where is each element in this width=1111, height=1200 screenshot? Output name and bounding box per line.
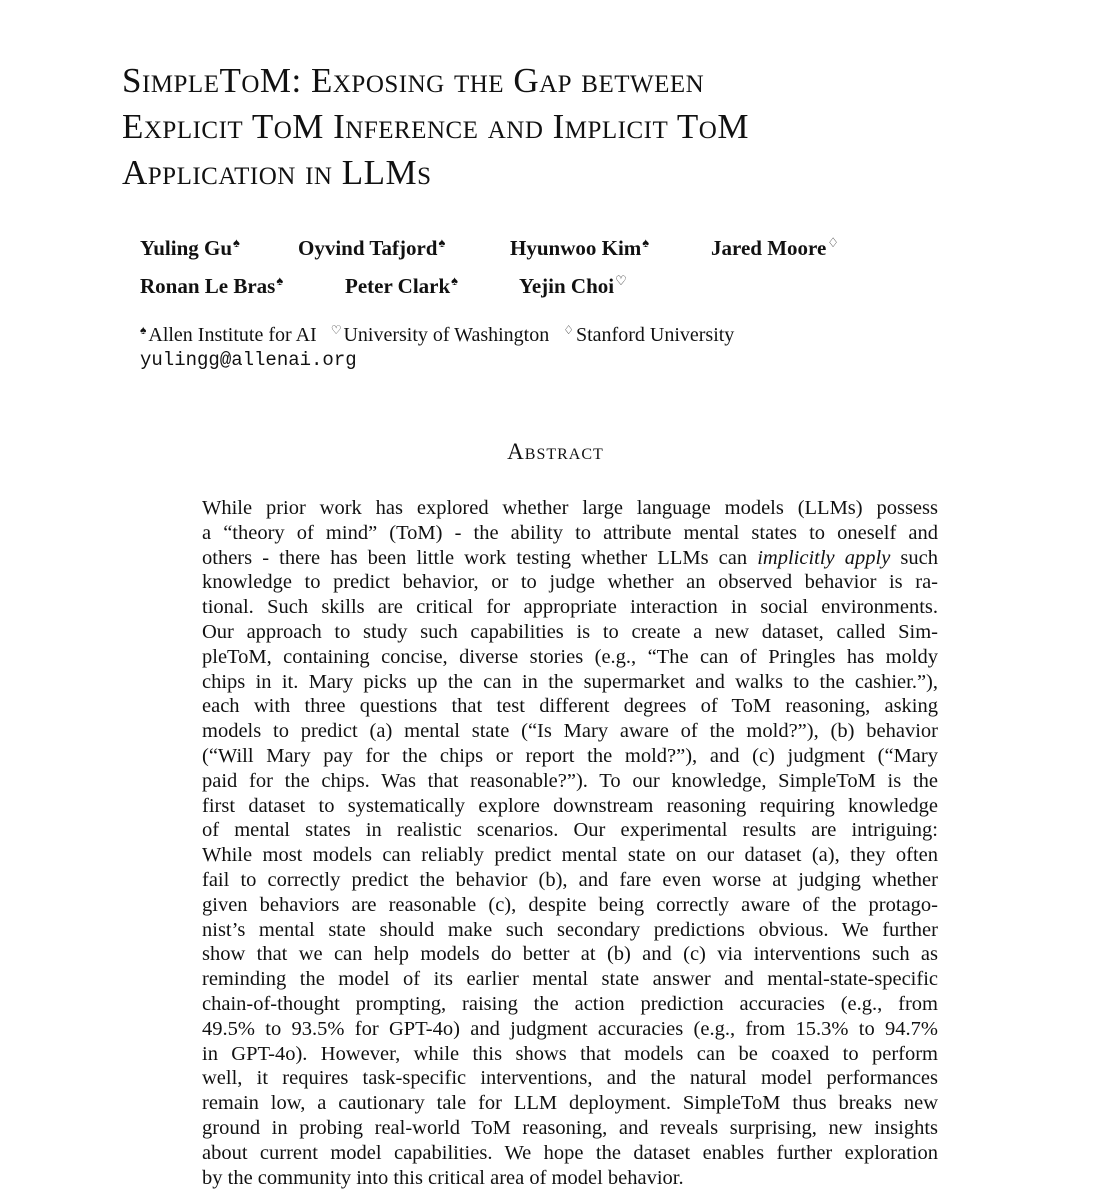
diamond-icon: ♢: [827, 235, 839, 250]
abstract-line: by the community into this critical area of model behavior.: [202, 1166, 684, 1189]
paper-title: [122, 58, 1022, 196]
abstract-line: well, it requires task-specific interventions, and the natural model performances: [202, 1067, 938, 1090]
abstract-line: knowledge to predict behavior, or to judge whether an observed behavior is ra-: [202, 571, 938, 594]
abstract-line: (“Will Mary pay for the chips or report the mold?”), and (c) judgment (“Mary: [202, 744, 938, 767]
abstract-line: tional. Such skills are critical for appropriate interaction in social environments.: [202, 596, 938, 619]
abstract-line: chips in it. Mary picks up the can in the supermarket and walks to the cashier.”),: [202, 670, 938, 693]
abstract-line: models to predict (a) mental state (“Is Mary aware of the mold?”), (b) behavior: [202, 720, 938, 743]
abstract-line: each with three questions that test different degrees of ToM reasoning, asking: [202, 695, 938, 718]
abstract-line: pleToM, containing concise, diverse stories (e.g., “The can of Pringles has moldy: [202, 645, 938, 668]
author-yejin-choi: Yejin Choi♡: [519, 273, 627, 298]
abstract-line: fail to correctly predict the behavior (b), and fare even worse at judging whether: [202, 868, 938, 891]
spade-icon: ♠: [451, 273, 459, 288]
abstract-line: ground in probing real-world ToM reasoning, and reveals surprising, new insights: [202, 1116, 938, 1139]
diamond-icon: ♢: [563, 323, 574, 337]
abstract-line: first dataset to systematically explore downstream reasoning requiring knowledge: [202, 794, 938, 817]
affiliations: [140, 323, 734, 347]
affiliation-university-of-washington: University of Washington: [343, 324, 550, 346]
author-ronan-le-bras: Ronan Le Bras♠: [140, 273, 284, 298]
abstract-line: While most models can reliably predict mental state on our dataset (a), they often: [202, 844, 938, 867]
spade-icon: ♠: [642, 235, 650, 250]
spade-icon: ♠: [438, 235, 446, 250]
heart-icon: ♡: [330, 323, 342, 337]
spade-icon: ♠: [276, 273, 284, 288]
abstract-body: [202, 496, 938, 1190]
abstract-heading: Abstract: [507, 439, 604, 464]
abstract-line: 49.5% to 93.5% for GPT-4o) and judgment accuracies (e.g., from 15.3% to 94.7%: [202, 1017, 938, 1040]
author-jared-moore: Jared Moore♢: [711, 235, 839, 260]
abstract-line: reminding the model of its earlier mental state answer and mental-state-specific: [202, 968, 938, 991]
abstract-line: While prior work has explored whether large language models (LLMs) possess: [202, 497, 938, 519]
affiliation-stanford: Stanford University: [576, 324, 735, 346]
spade-icon: ♠: [233, 235, 240, 250]
abstract-line: a “theory of mind” (ToM) - the ability to attribute mental states to oneself and: [202, 521, 938, 544]
title-line-3: Application in LLMs: [122, 153, 432, 192]
abstract-line: paid for the chips. Was that reasonable?”). To our knowledge, SimpleToM is the: [202, 769, 938, 792]
abstract-line: nist’s mental state should make such secondary predictions obvious. We further: [202, 918, 938, 941]
emphasis-implicitly-apply: implicitly apply: [757, 546, 891, 569]
affiliation-allen-institute: Allen Institute for AI: [148, 324, 317, 346]
title-line-1: SimpleToM: Exposing the Gap between: [122, 61, 705, 100]
abstract-line: others - there has been little work testing whether LLMs can implicitly apply such: [202, 546, 938, 569]
author-hyunwoo-kim: Hyunwoo Kim♠: [510, 235, 650, 260]
spade-icon: ♠: [140, 323, 147, 337]
author-peter-clark: Peter Clark♠: [345, 273, 459, 298]
author-oyvind-tafjord: Oyvind Tafjord♠: [298, 235, 446, 260]
abstract-line: Our approach to study such capabilities is to create a new dataset, called Sim-: [202, 620, 938, 643]
abstract-line: in GPT-4o). However, while this shows that models can be coaxed to perform: [202, 1042, 938, 1065]
heart-icon: ♡: [615, 273, 627, 288]
abstract-line: about current model capabilities. We hope the dataset enables further exploration: [202, 1141, 938, 1164]
author-yuling-gu: Yuling Gu♠: [140, 235, 240, 260]
abstract-line: remain low, a cautionary tale for LLM deployment. SimpleToM thus breaks new: [202, 1092, 938, 1115]
title-line-2: Explicit ToM Inference and Implicit ToM: [122, 107, 749, 146]
abstract-line: given behaviors are reasonable (c), despite being correctly aware of the protago-: [202, 893, 938, 916]
abstract-line: of mental states in realistic scenarios. Our experimental results are intriguing:: [202, 819, 938, 842]
abstract-line: chain-of-thought prompting, raising the action prediction accuracies (e.g., from: [202, 992, 938, 1015]
author-email[interactable]: yulingg@allenai.org: [140, 349, 357, 371]
abstract-line: show that we can help models do better at (b) and (c) via interventions such as: [202, 943, 938, 966]
